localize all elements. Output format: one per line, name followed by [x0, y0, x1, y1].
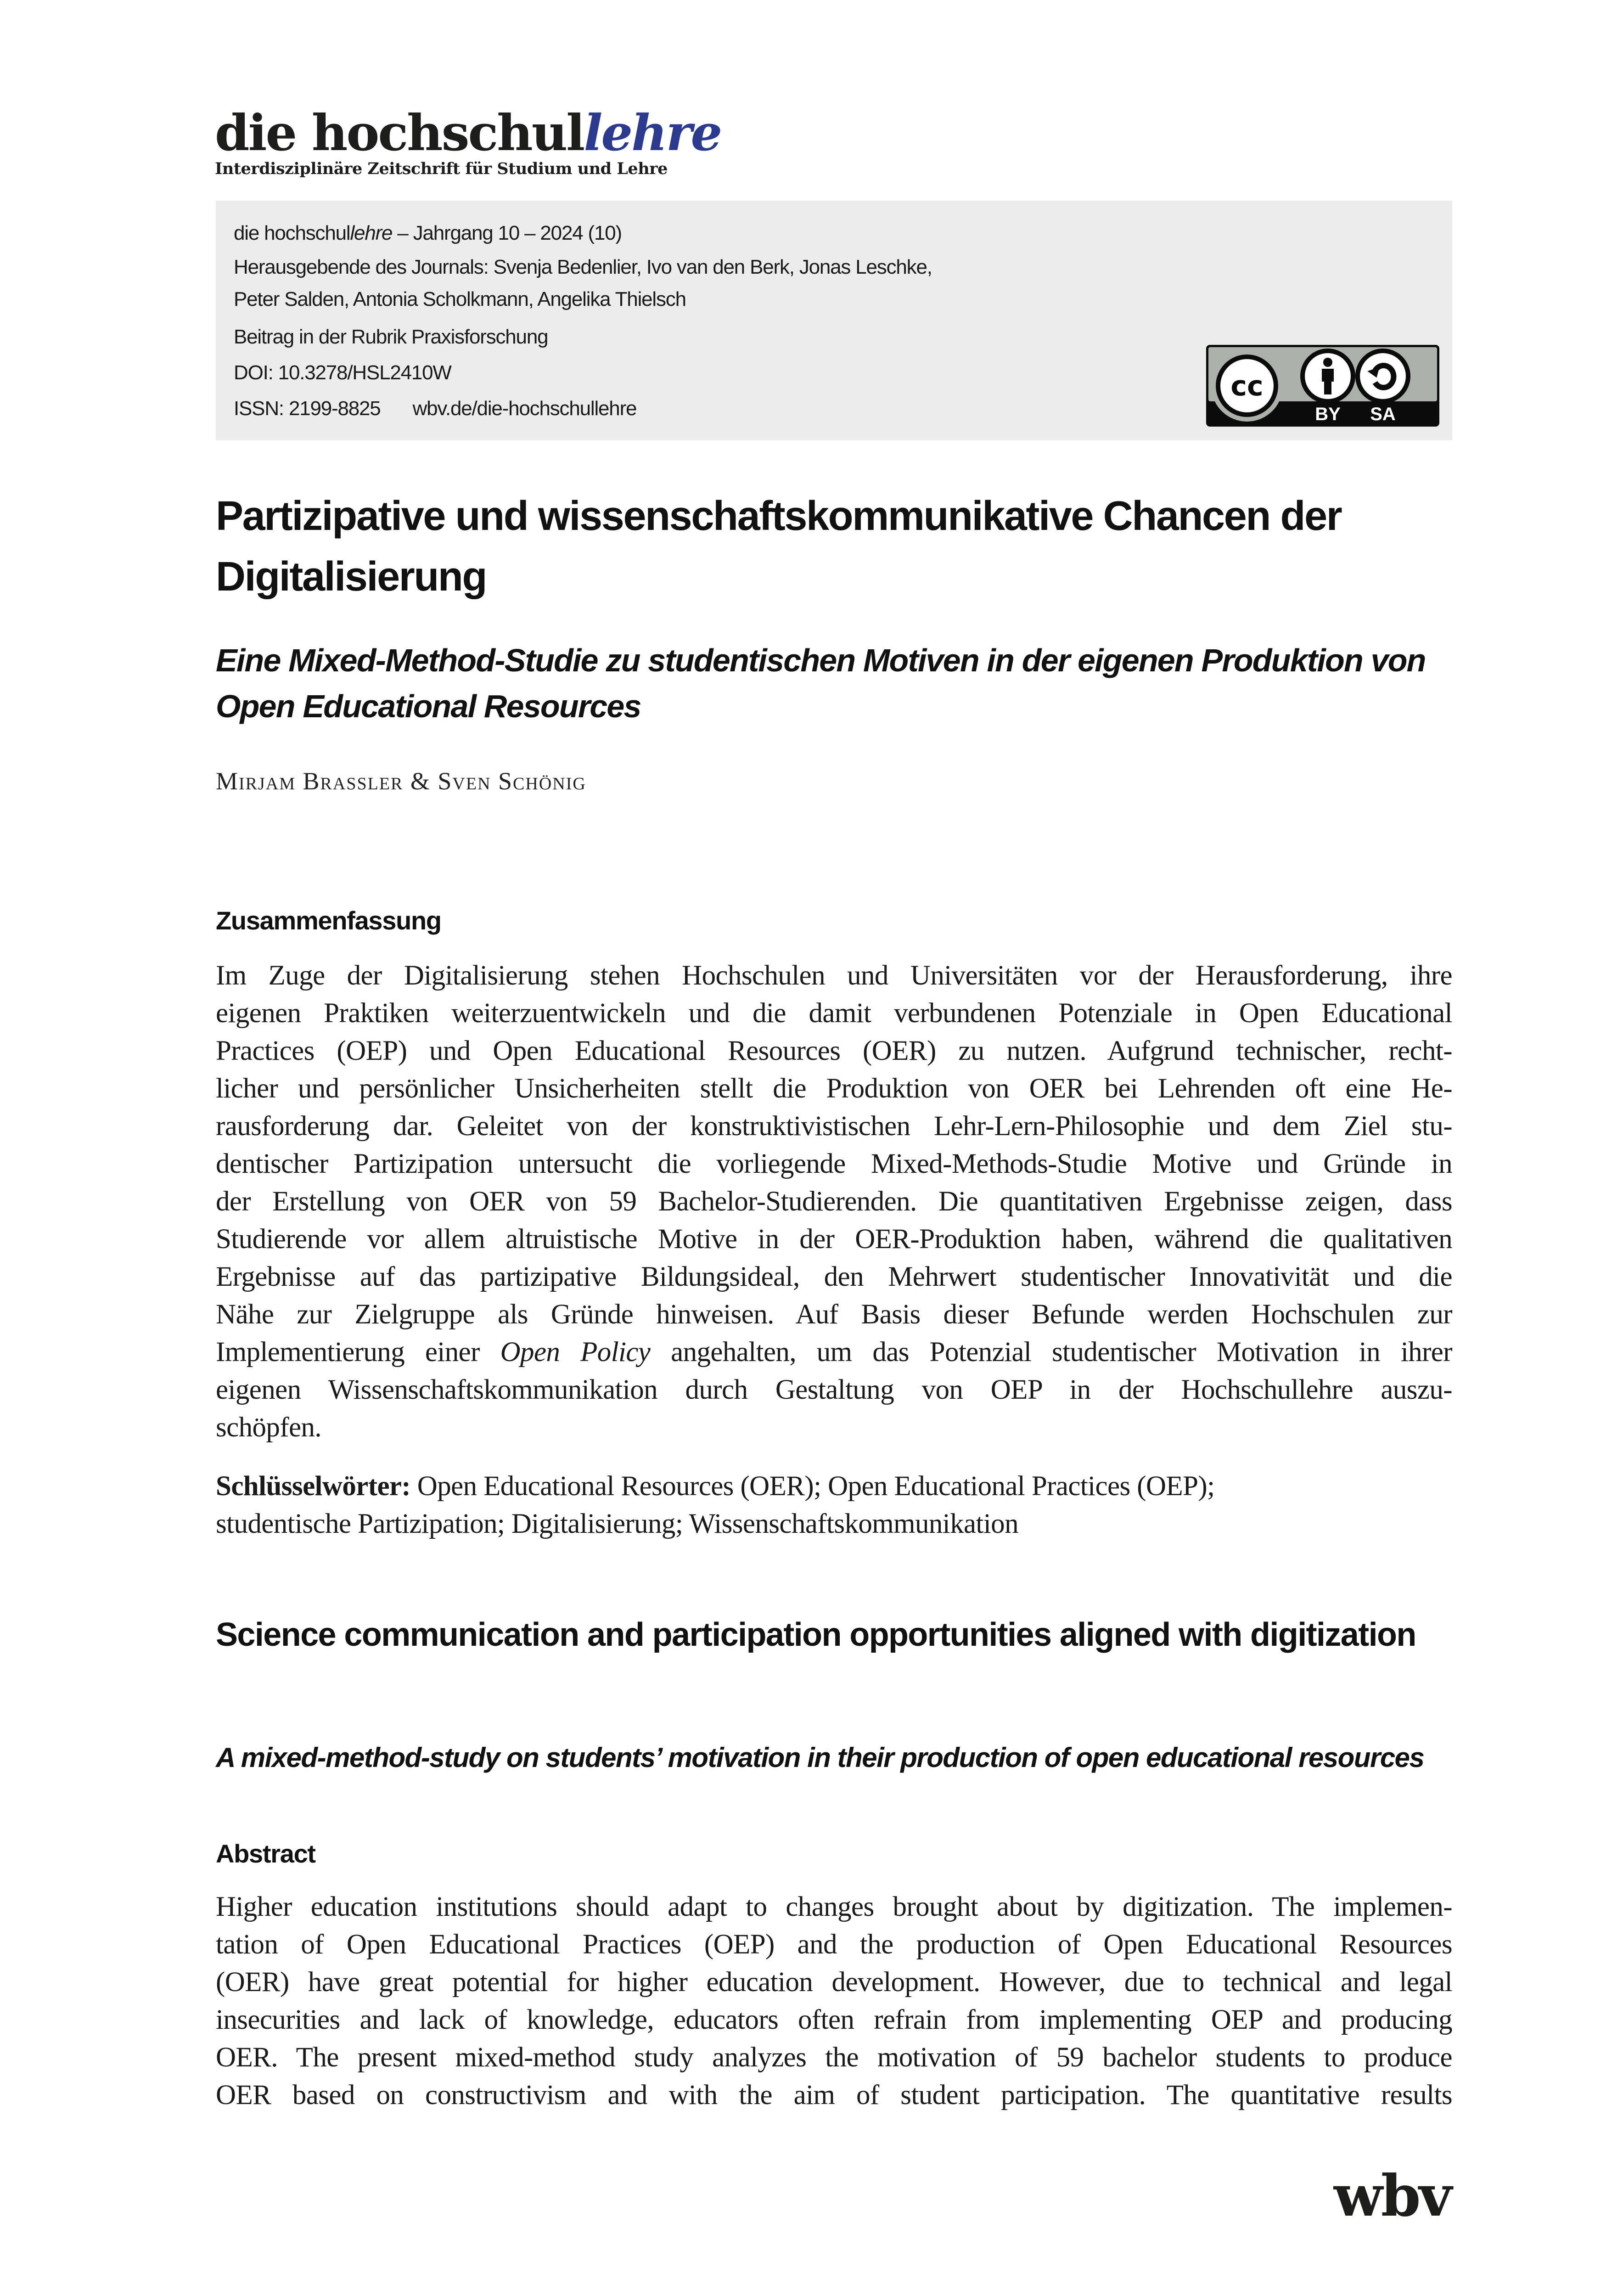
- text-line: (OER) have great potential for higher education development. However, due to technical and legal: [216, 1967, 1452, 1998]
- text-line: rausforderung dar. Geleitet von der konstruktivistischen Lehr-Lern-Philosophie und dem Ziel stu-: [216, 1111, 1452, 1142]
- text-line: Studierende vor allem altruistische Motive in der OER-Produktion haben, während die qualitativen: [216, 1224, 1452, 1255]
- text-segment: angehalten, um das Potenzial studentischer Motivation in ihrer: [650, 1337, 1452, 1367]
- journal-tagline: Interdisziplinäre Zeitschrift für Studium und Lehre: [215, 159, 668, 178]
- abstract-body: [216, 1888, 1452, 2114]
- journal-logo: [215, 104, 721, 162]
- journal-masthead: [215, 104, 721, 178]
- text-line: Im Zuge der Digitalisierung stehen Hochschulen und Universitäten vor der Herausforderung, ihre: [216, 960, 1452, 991]
- text-line: [216, 1334, 1452, 1371]
- doi-link[interactable]: DOI: 10.3278/HSL2410W: [234, 361, 451, 384]
- article-title: Partizipative und wissenschaftskommunikative Chancen der Digitalisierung: [216, 493, 1342, 600]
- journal-issue-line: [234, 215, 932, 251]
- share-alike-icon: [1360, 353, 1406, 399]
- abstract-heading: Abstract: [216, 1839, 315, 1868]
- open-policy-term: Open Policy: [500, 1337, 651, 1367]
- by-label: BY: [1315, 404, 1341, 424]
- zusammenfassung-body: [216, 957, 1452, 1446]
- keywords-line-2: studentische Partizipation; Digitalisierung; Wissenschaftskommunikation: [216, 1508, 1018, 1539]
- english-subtitle: A mixed-method-study on students’ motivation in their production of open educational resources: [216, 1742, 1424, 1773]
- keywords-line-1: [216, 1468, 1452, 1505]
- journal-issue: – Jahrgang 10 – 2024 (10): [392, 222, 622, 244]
- english-title: Science communication and participation opportunities aligned with digitization: [216, 1616, 1416, 1653]
- text-line: eigenen Praktiken weiterzuentwickeln und die damit verbundenen Potenziale in Open Educational: [216, 998, 1452, 1029]
- journal-logo-main: die hochschul: [215, 104, 584, 162]
- editors-line-2: Peter Salden, Antonia Scholkmann, Angelika Thielsch: [234, 288, 686, 310]
- text-segment: Implementierung einer: [216, 1337, 500, 1367]
- journal-name-accent: lehre: [350, 222, 393, 244]
- person-head: [1323, 358, 1332, 367]
- article-authors: Mirjam Brassler & Sven Schönig: [216, 767, 586, 795]
- text-line: Nähe zur Zielgruppe als Gründe hinweisen. Auf Basis dieser Befunde werden Hochschulen zur: [216, 1299, 1452, 1330]
- text-line: OER based on constructivism and with the aim of student participation. The quantitative results: [216, 2080, 1452, 2110]
- issn-line: [234, 391, 932, 427]
- text-line: OER. The present mixed-method study analyzes the motivation of 59 bachelor students to produce: [216, 2042, 1452, 2073]
- text-line: eigenen Wissenschaftskommunikation durch Gestaltung von OEP in der Hochschullehre auszu-: [216, 1374, 1452, 1405]
- website-link[interactable]: wbv.de/die-hochschullehre: [412, 397, 637, 420]
- person-legs: [1324, 381, 1331, 394]
- keywords-text: Open Educational Resources (OER); Open Educational Practices (OEP);: [410, 1471, 1215, 1502]
- rubric-line: Beitrag in der Rubrik Praxisforschung: [234, 326, 548, 348]
- text-line: licher und persönlicher Unsicherheiten stellt die Produktion von OER bei Lehrenden oft eine He-: [216, 1073, 1452, 1104]
- text-line: schöpfen.: [216, 1412, 322, 1443]
- keywords-label: Schlüsselwörter:: [216, 1471, 411, 1502]
- cc-by-sa-license-icon[interactable]: [1206, 345, 1439, 427]
- text-line: Practices (OEP) und Open Educational Resources (OER) zu nutzen. Aufgrund technischer, recht-: [216, 1035, 1452, 1066]
- editors-line-1: Herausgebende des Journals: Svenja Bedenlier, Ivo van den Berk, Jonas Leschke,: [234, 256, 932, 278]
- article-subtitle: Eine Mixed-Method-Studie zu studentischen Motiven in der eigenen Produktion von Open Educational Resources: [216, 642, 1426, 724]
- sa-label: SA: [1370, 404, 1396, 424]
- zusammenfassung-heading: Zusammenfassung: [216, 906, 441, 935]
- person-body: [1322, 369, 1334, 382]
- text-line: dentischer Partizipation untersucht die vorliegende Mixed-Methods-Studie Motive und Gründe in: [216, 1148, 1452, 1179]
- text-line: der Erstellung von OER von 59 Bachelor-Studierenden. Die quantitativen Ergebnisse zeigen, dass: [216, 1186, 1452, 1217]
- journal-name: die hochschul: [234, 222, 350, 244]
- issn: ISSN: 2199-8825: [234, 397, 381, 420]
- text-line: tation of Open Educational Practices (OEP) and the production of Open Educational Resources: [216, 1929, 1452, 1960]
- wbv-publisher-logo: wbv: [1334, 2163, 1450, 2229]
- journal-logo-accent: lehre: [584, 104, 721, 162]
- text-line: insecurities and lack of knowledge, educators often refrain from implementing OEP and producing: [216, 2004, 1452, 2035]
- cc-label: cc: [1230, 370, 1264, 402]
- keywords-block: [216, 1468, 1452, 1543]
- text-line: Higher education institutions should adapt to changes brought about by digitization. The implemen-: [216, 1891, 1452, 1922]
- text-line: Ergebnisse auf das partizipative Bildungsideal, den Mehrwert studentischer Innovativität und die: [216, 1261, 1452, 1292]
